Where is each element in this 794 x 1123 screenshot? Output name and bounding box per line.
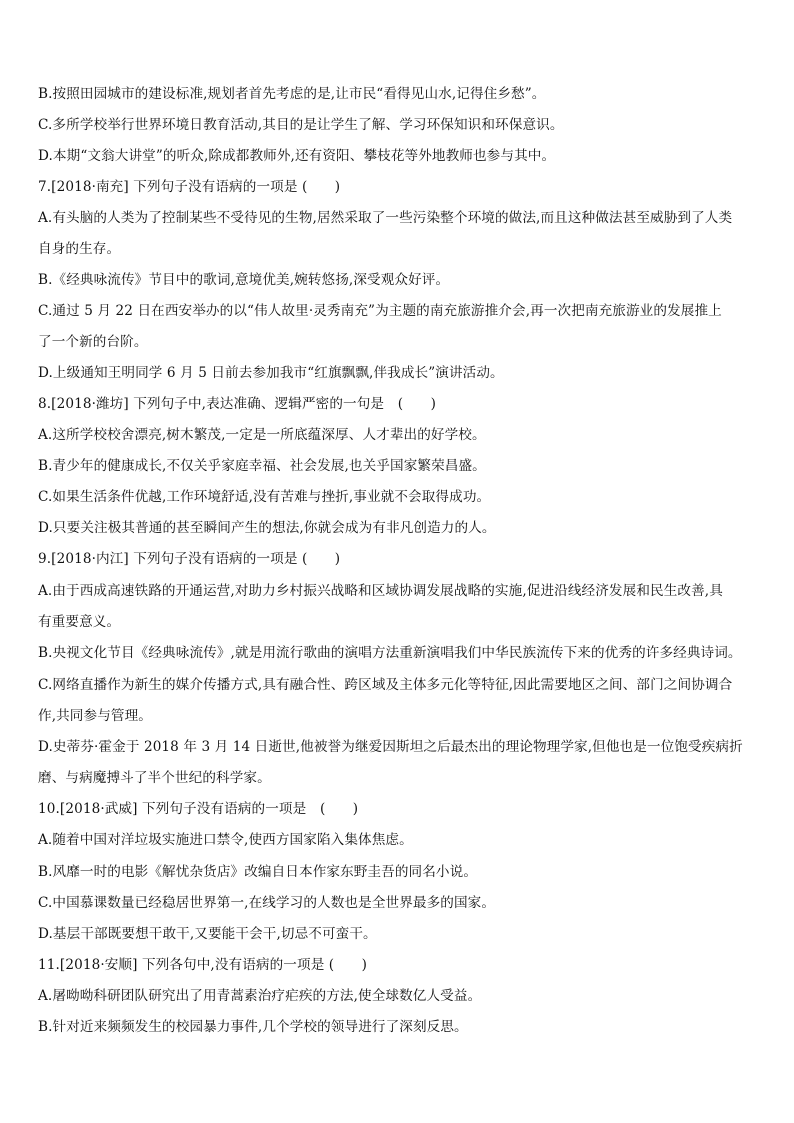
- text-line: D.基层干部既要想干敢干,又要能干会干,切忌不可蛮干。: [38, 926, 377, 942]
- question-heading: 9.[2018·内江] 下列句子没有语病的一项是 ( ): [38, 551, 341, 567]
- text-line: C.通过 5 月 22 日在西安举办的以“伟人故里·灵秀南充”为主题的南充旅游推介会,再一次把南充旅游业的发展推上: [38, 303, 722, 319]
- text-line: 磨、与病魔搏斗了半个世纪的科学家。: [38, 770, 271, 786]
- text-line: 作,共同参与管理。: [38, 708, 152, 724]
- text-line: B.针对近来频频发生的校园暴力事件,几个学校的领导进行了深刻反思。: [38, 1019, 468, 1035]
- text-line: B.《经典咏流传》节目中的歌词,意境优美,婉转悠扬,深受观众好评。: [38, 272, 450, 288]
- text-line: C.网络直播作为新生的媒介传播方式,具有融合性、跨区域及主体多元化等特征,因此需要地区之间、部门之间协调合: [38, 677, 733, 693]
- text-line: A.屠呦呦科研团队研究出了用青蒿素治疗疟疾的方法,使全球数亿人受益。: [38, 988, 482, 1004]
- text-line: 了一个新的台阶。: [38, 334, 148, 350]
- text-line: C.如果生活条件优越,工作环境舒适,没有苦难与挫折,事业就不会取得成功。: [38, 489, 491, 505]
- question-heading: 11.[2018·安顺] 下列各句中,没有语病的一项是 ( ): [38, 957, 368, 973]
- text-line: B.央视文化节目《经典咏流传》,就是用流行歌曲的演唱方法重新演唱我们中华民族流传下来的优秀的许多经典诗词。: [38, 645, 742, 661]
- text-line: D.史蒂芬·霍金于 2018 年 3 月 14 日逝世,他被誉为继爱因斯坦之后最杰出的理论物理学家,但他也是一位饱受疾病折: [38, 739, 743, 755]
- text-line: A.随着中国对洋垃圾实施进口禁令,使西方国家陷入集体焦虑。: [38, 832, 413, 848]
- text-line: 自身的生存。: [38, 241, 121, 257]
- text-line: D.只要关注极其普通的甚至瞬间产生的想法,你就会成为有非凡创造力的人。: [38, 520, 496, 536]
- text-line: A.由于西成高速铁路的开通运营,对助力乡村振兴战略和区域协调发展战略的实施,促进沿线经济发展和民生改善,具: [38, 583, 723, 599]
- question-heading: 7.[2018·南充] 下列句子没有语病的一项是 ( ): [38, 179, 341, 195]
- text-line: C.多所学校举行世界环境日教育活动,其目的是让学生了解、学习环保知识和环保意识。: [38, 117, 564, 133]
- text-line: A.这所学校校舍漂亮,树木繁茂,一定是一所底蕴深厚、人才辈出的好学校。: [38, 427, 486, 443]
- text-line: D.上级通知王明同学 6 月 5 日前去参加我市“红旗飘飘,伴我成长”演讲活动。: [38, 365, 504, 381]
- text-line: 有重要意义。: [38, 614, 121, 630]
- question-heading: 10.[2018·武威] 下列句子没有语病的一项是 ( ): [38, 801, 359, 817]
- text-line: B.按照田园城市的建设标准,规划者首先考虑的是,让市民“看得见山水,记得住乡愁”。: [38, 86, 546, 102]
- text-line: B.青少年的健康成长,不仅关乎家庭幸福、社会发展,也关乎国家繁荣昌盛。: [38, 458, 486, 474]
- text-line: D.本期“文翁大讲堂”的听众,除成都教师外,还有资阳、攀枝花等外地教师也参与其中。: [38, 148, 556, 164]
- question-heading: 8.[2018·潍坊] 下列句子中,表达准确、逻辑严密的一句是 ( ): [38, 396, 436, 412]
- text-line: A.有头脑的人类为了控制某些不受待见的生物,居然采取了一些污染整个环境的做法,而且这种做法甚至威胁到了人类: [38, 210, 733, 226]
- text-line: B.风靡一时的电影《解忧杂货店》改编自日本作家东野圭吾的同名小说。: [38, 864, 478, 880]
- text-line: C.中国慕课数量已经稳居世界第一,在线学习的人数也是全世界最多的国家。: [38, 895, 496, 911]
